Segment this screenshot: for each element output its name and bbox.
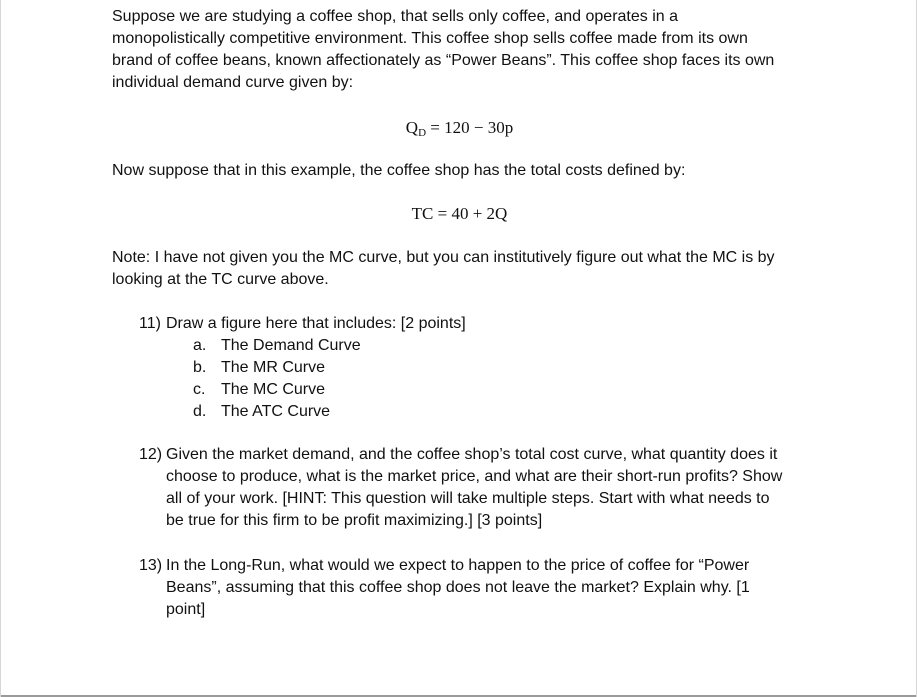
question-12 [139,444,819,532]
list-item-text: The Demand Curve [221,337,361,354]
intro-line: brand of coffee beans, known affectionately as “Power Beans”. This coffee shop faces its own [112,52,775,69]
intro-line: individual demand curve given by: [112,74,354,91]
demand-equation [1,117,917,139]
question-line: In the Long-Run, what would we expect to happen to the price of coffee for “Power [166,557,750,574]
question-line: point] [166,601,206,618]
question-text [166,555,819,621]
list-item-marker: d. [193,403,207,420]
question-line: Beans”, assuming that this coffee shop does not leave the market? Explain why. [1 [166,579,750,596]
question-11 [139,313,819,335]
list-item-marker: c. [193,381,206,398]
list-item-text: The ATC Curve [221,403,331,420]
list-item [193,357,361,379]
costs-intro [112,160,812,182]
question-line: Given the market demand, and the coffee shop’s total cost curve, what quantity does it [166,446,778,463]
list-item [193,335,361,357]
cost-equation [1,203,917,225]
demand-equation-lhs: Q [405,118,419,137]
question-number: 12) [139,446,163,463]
question-13 [139,555,819,621]
question-line: all of your work. [HINT: This question will take multiple steps. Start with what needs to [166,490,770,507]
note-paragraph [112,247,812,291]
list-item-marker: b. [193,359,207,376]
cost-equation-text: TC = 40 + 2Q [411,204,508,223]
list-item-marker: a. [193,337,207,354]
question-11-items [193,335,361,423]
question-number: 13) [139,557,163,574]
question-text [166,444,819,532]
list-item [193,401,361,423]
question-text [166,313,819,335]
list-item-text: The MC Curve [221,381,326,398]
intro-paragraph [112,6,812,94]
intro-line: monopolistically competitive environment. This coffee shop sells coffee made from its own [112,30,748,47]
list-item [193,379,361,401]
list-item-text: The MR Curve [221,359,326,376]
question-line: be true for this firm to be profit maximizing.] [3 points] [166,512,543,529]
intro-line: Suppose we are studying a coffee shop, that sells only coffee, and operates in a [112,8,679,25]
question-number: 11) [139,315,161,332]
demand-equation-subscript: D [418,127,427,139]
costs-intro-text: Now suppose that in this example, the coffee shop has the total costs defined by: [112,162,686,179]
demand-equation-rhs: = 120 − 30p [426,118,514,137]
note-line: looking at the TC curve above. [112,271,329,288]
note-line: Note: I have not given you the MC curve, but you can institutively figure out what the MC is by [112,249,775,266]
question-line: Draw a figure here that includes: [2 points] [166,315,466,332]
question-line: choose to produce, what is the market price, and what are their short-run profits? Show [166,468,783,485]
